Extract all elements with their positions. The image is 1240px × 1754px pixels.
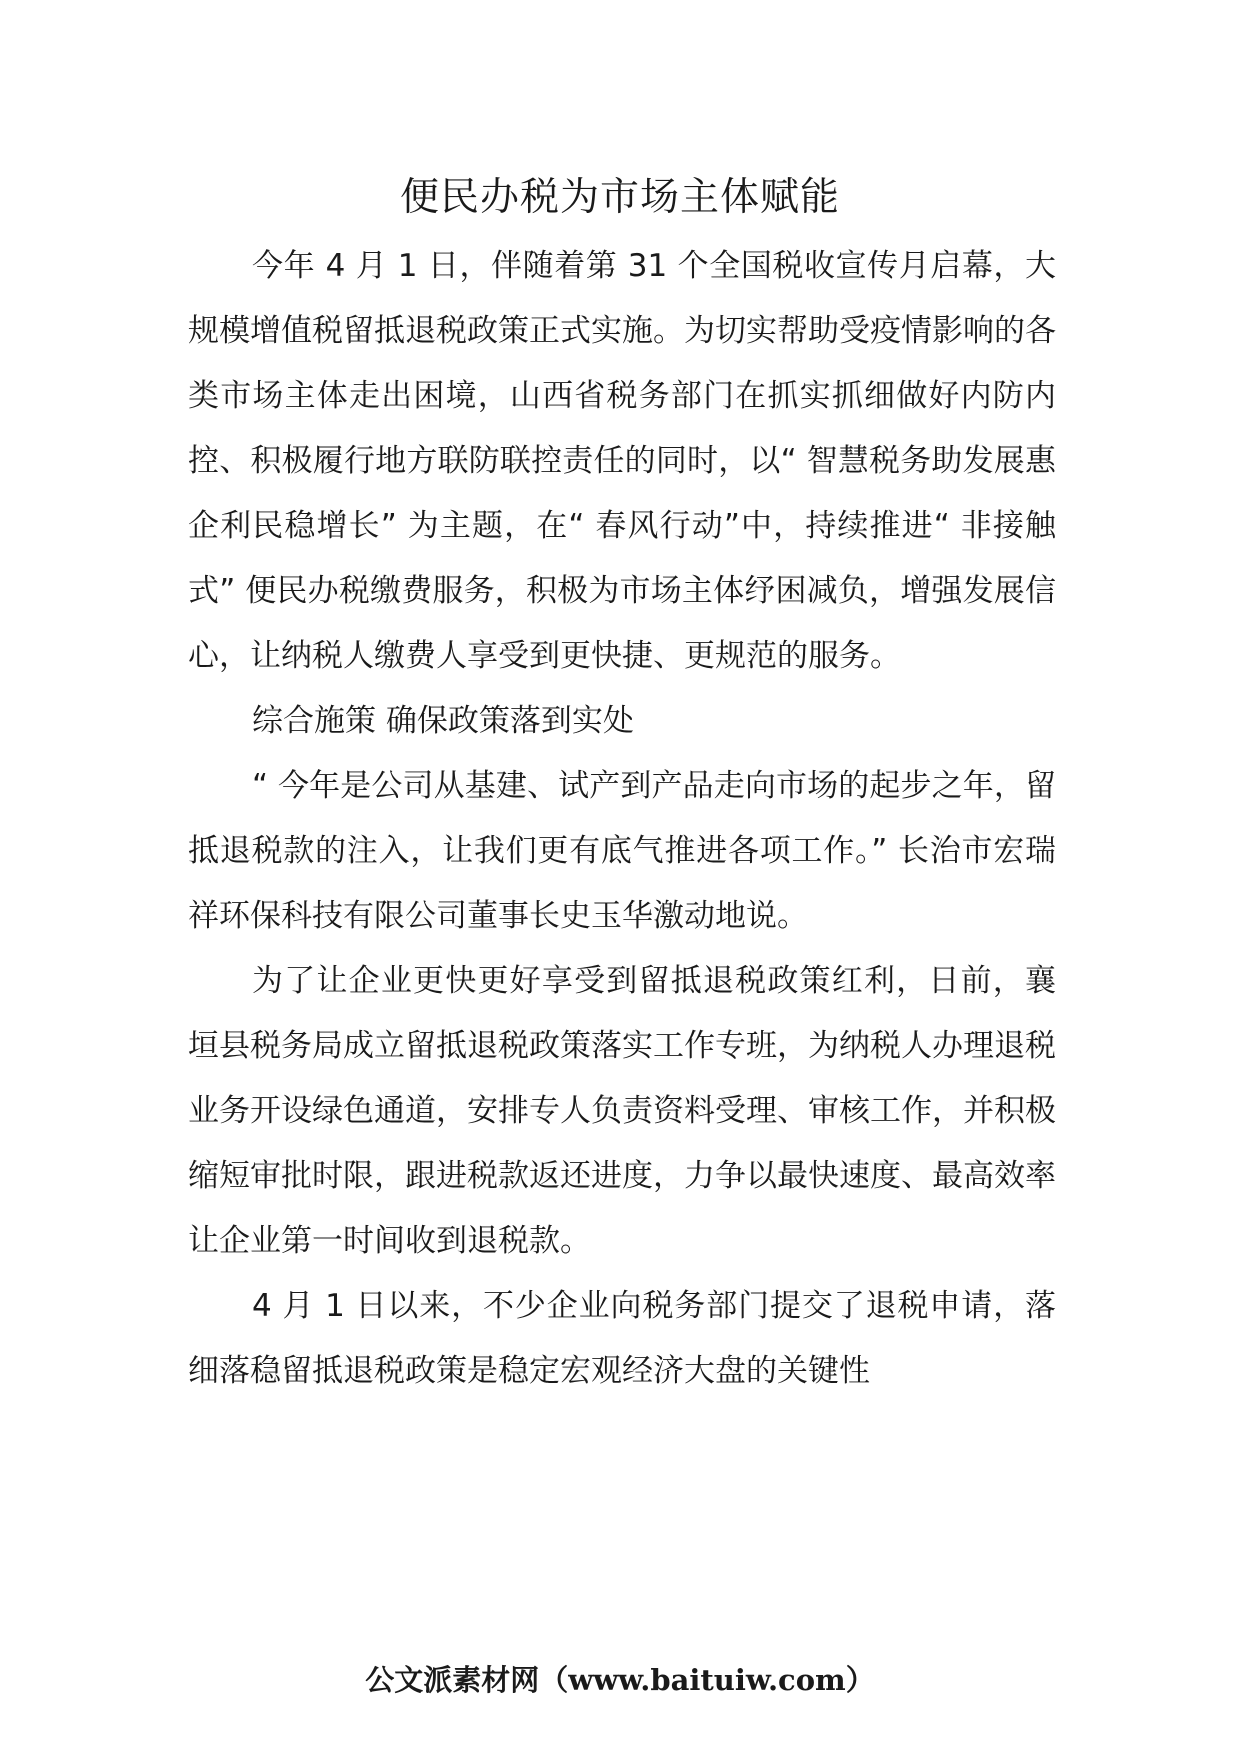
paragraph-applications: 4 月 1 日以来，不少企业向税务部门提交了退税申请，落细落稳留抵退税政策是稳定宏观经济大盘的关键性 bbox=[188, 1288, 1056, 1389]
footer-watermark: 公文派素材网（www.baituiw.com） bbox=[365, 1663, 875, 1697]
paragraph-quote: “ 今年是公司从基建、试产到产品走向市场的起步之年，留抵退税款的注入，让我们更有底气推进各项工作。” 长治市宏瑞祥环保科技有限公司董事长史玉华激动地说。 bbox=[188, 768, 1056, 934]
document-title: 便民办税为市场主体赋能 bbox=[399, 175, 840, 220]
paragraph-intro: 今年 4 月 1 日，伴随着第 31 个全国税收宣传月启幕，大规模增值税留抵退税政策正式实施。为切实帮助受疫情影响的各类市场主体走出困境，山西省税务部门在抓实抓细做好内防内控、积极履行地方联防联控责任的同时，以“ 智慧税务助发展惠企利民稳增长” 为主题，在“ 春风行动”中，持续推进“ 非接触式” 便民办税缴费服务，积极为市场主体纾困减负，增强发展信心，让纳税人缴费人享受到更快捷、更规范的服务。 bbox=[188, 248, 1056, 674]
document-body bbox=[188, 234, 1056, 1404]
paragraph-measures: 为了让企业更快更好享受到留抵退税政策红利，日前，襄垣县税务局成立留抵退税政策落实工作专班，为纳税人办理退税业务开设绿色通道，安排专人负责资料受理、审核工作，并积极缩短审批时限，跟进税款返还进度，力争以最快速度、最高效率让企业第一时间收到退税款。 bbox=[188, 963, 1056, 1259]
section-heading: 综合施策 确保政策落到实处 bbox=[252, 703, 634, 739]
